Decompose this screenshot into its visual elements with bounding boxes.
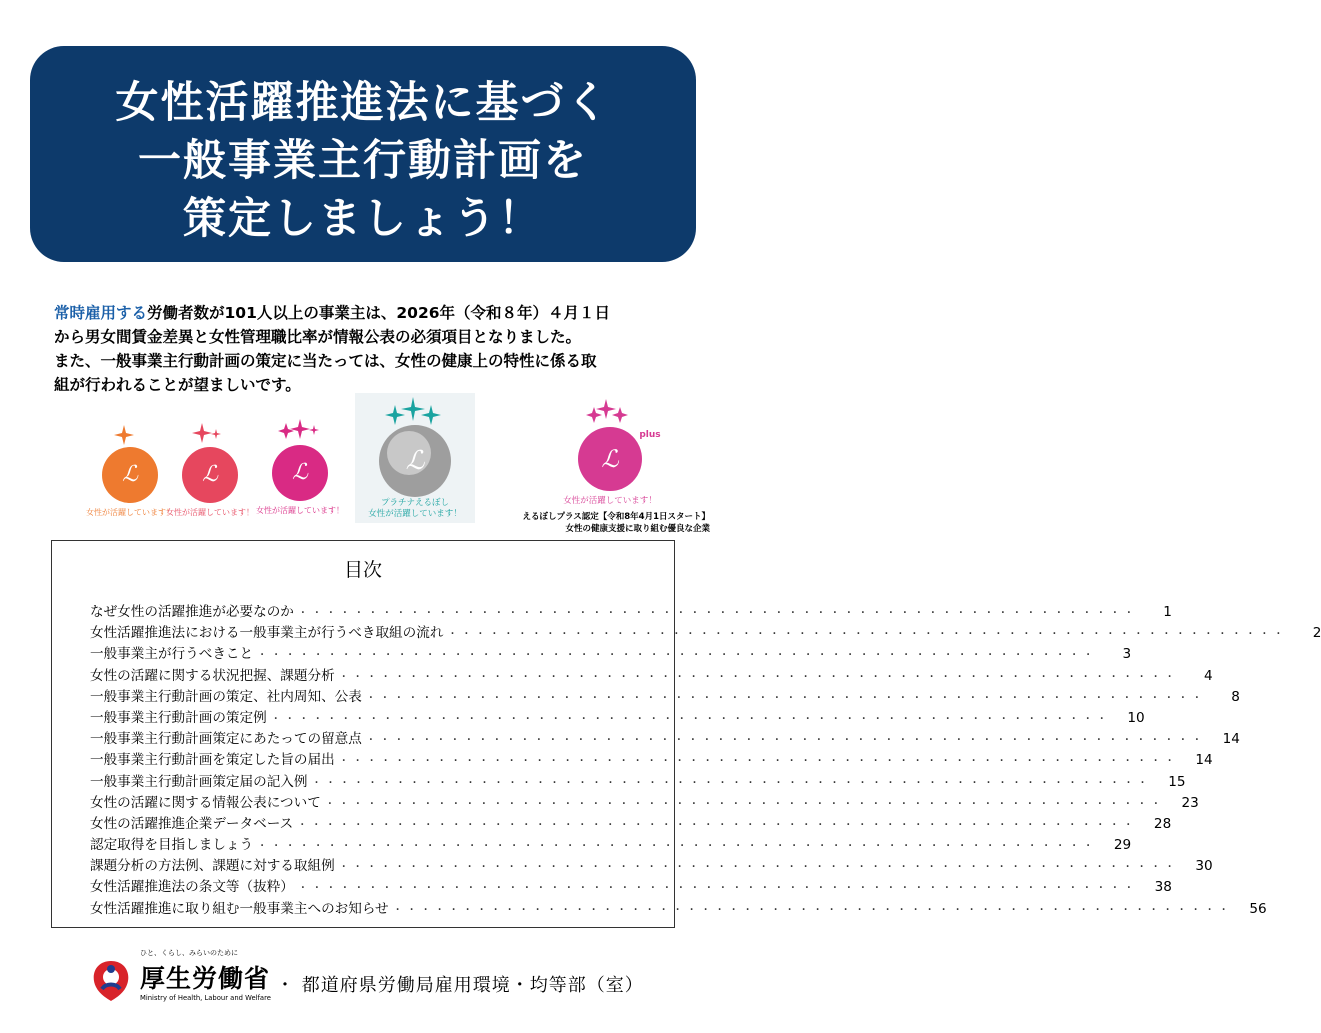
toc-item <box>90 664 1213 685</box>
toc-item-page: 2 <box>1312 625 1321 642</box>
toc-title: 目次 <box>343 559 382 581</box>
title-line-3: 策定しましょう！ <box>183 194 543 244</box>
toc-item-page: 23 <box>1181 794 1199 811</box>
toc-dot-leader: ・・・・・・・・・・・・・・・・・・・・・・・・・・・・・・・・・・・・・・・・・・・・・・・・・・・・・・・・・・・・ <box>270 713 1111 725</box>
toc-item-page: 28 <box>1153 815 1172 832</box>
toc-dot-leader: ・・・・・・・・・・・・・・・・・・・・・・・・・・・・・・・・・・・・・・・・・・・・・・・・・・・・・・・・・・・・ <box>338 862 1179 874</box>
toc-dot-leader: ・・・・・・・・・・・・・・・・・・・・・・・・・・・・・・・・・・・・・・・・・・・・・・・・・・・・・・・・・・・・ <box>297 608 1138 619</box>
svg-text:女性が活躍しています！: 女性が活躍しています！ <box>368 509 462 519</box>
eruboshi-pink-logo <box>256 415 344 520</box>
toc-item-page: 14 <box>1195 752 1213 769</box>
toc-item-page: 56 <box>1249 900 1267 917</box>
toc-item-page: 10 <box>1127 709 1145 726</box>
platinum-eruboshi-logo <box>355 393 475 523</box>
toc-dot-leader: ・・・・・・・・・・・・・・・・・・・・・・・・・・・・・・・・・・・・・・・・・・・・・・・・・・・・・・・・・・・・ <box>311 777 1152 789</box>
toc-item <box>90 812 1172 833</box>
toc-item <box>90 748 1213 769</box>
eruboshi-plus-logo <box>560 395 670 507</box>
plus-caption-line-1: えるぼしプラス認定【令和8年4月1日スタート】 <box>522 512 710 522</box>
toc-dot-leader: ・・・・・・・・・・・・・・・・・・・・・・・・・・・・・・・・・・・・・・・・・・・・・・・・・・・・・・・・・・・・ <box>297 819 1138 831</box>
toc-item <box>90 600 1172 621</box>
toc-item-page: 3 <box>1122 646 1132 663</box>
toc-list <box>90 600 1321 918</box>
intro-line-3: また、一般事業主行動計画の策定に当たっては、女性の健康上の特性に係る取 <box>54 352 597 370</box>
toc-item <box>90 727 1240 748</box>
svg-text:ℒ: ℒ <box>122 462 138 487</box>
toc-item-label: 女性の活躍に関する状況把握、課題分析 <box>90 667 335 684</box>
toc-item-page: 14 <box>1222 731 1240 748</box>
mhlw-name-en: Ministry of Health, Labour and Welfare <box>140 994 271 1002</box>
toc-item-page: 29 <box>1113 837 1132 854</box>
toc-item-label: 課題分析の方法例、課題に対する取組例 <box>90 858 335 875</box>
svg-text:女性が活躍しています！: 女性が活躍しています！ <box>86 508 174 517</box>
toc-item <box>90 642 1132 663</box>
svg-text:plus: plus <box>639 430 661 440</box>
toc-item <box>90 791 1199 812</box>
toc-dot-leader: ・・・・・・・・・・・・・・・・・・・・・・・・・・・・・・・・・・・・・・・・・・・・・・・・・・・・・・・・・・・・ <box>447 629 1288 641</box>
mhlw-tagline: ひと、くらし、みらいのために <box>140 949 238 957</box>
toc-item-label: 女性活躍推進法の条文等（抜粋） <box>90 879 294 896</box>
toc-dot-leader: ・・・・・・・・・・・・・・・・・・・・・・・・・・・・・・・・・・・・・・・・・・・・・・・・・・・・・・・・・・・・ <box>392 904 1233 916</box>
title-line-1: 女性活躍推進法に基づく <box>115 78 611 128</box>
toc-item <box>90 770 1186 791</box>
toc-item-label: 一般事業主行動計画策定届の記入例 <box>90 773 308 790</box>
toc-item-label: 認定取得を目指しましょう <box>90 837 254 854</box>
toc-dot-leader: ・・・・・・・・・・・・・・・・・・・・・・・・・・・・・・・・・・・・・・・・・・・・・・・・・・・・・・・・・・・・ <box>257 841 1098 853</box>
toc-item-label: 女性活躍推進法における一般事業主が行うべき取組の流れ <box>90 625 444 642</box>
toc-item-page: 38 <box>1154 879 1172 896</box>
toc-item-label: なぜ女性の活躍推進が必要なのか <box>90 604 294 620</box>
toc-dot-leader: ・・・・・・・・・・・・・・・・・・・・・・・・・・・・・・・・・・・・・・・・・・・・・・・・・・・・・・・・・・・・ <box>257 650 1098 662</box>
toc-item-page: 4 <box>1204 667 1213 684</box>
toc-item-page: 15 <box>1168 773 1186 790</box>
toc-item-label: 女性活躍推進に取り組む一般事業主へのお知らせ <box>90 900 389 917</box>
eruboshi-orange-logo <box>86 417 174 522</box>
toc-item <box>90 875 1172 896</box>
toc-item <box>90 621 1321 642</box>
toc-item-label: 女性の活躍に関する情報公表について <box>90 794 321 811</box>
footer-office-text: ・ 都道府県労働局雇用環境・均等部（室） <box>276 975 644 996</box>
toc-item <box>90 897 1267 918</box>
toc-dot-leader: ・・・・・・・・・・・・・・・・・・・・・・・・・・・・・・・・・・・・・・・・・・・・・・・・・・・・・・・・・・・・ <box>338 671 1179 683</box>
footer <box>88 945 688 1015</box>
svg-text:ℒ: ℒ <box>292 460 308 485</box>
intro-paragraph <box>54 301 684 397</box>
toc-item <box>90 685 1240 706</box>
toc-dot-leader: ・・・・・・・・・・・・・・・・・・・・・・・・・・・・・・・・・・・・・・・・・・・・・・・・・・・・・・・・・・・・ <box>365 735 1206 747</box>
plus-caption <box>470 511 710 535</box>
eruboshi-red-logo <box>166 417 254 522</box>
toc-item-label: 女性の活躍推進企業データベース <box>90 815 294 832</box>
toc-dot-leader: ・・・・・・・・・・・・・・・・・・・・・・・・・・・・・・・・・・・・・・・・・・・・・・・・・・・・・・・・・・・・ <box>365 692 1206 704</box>
toc-item <box>90 706 1145 727</box>
svg-text:女性が活躍しています！: 女性が活躍しています！ <box>563 496 657 506</box>
svg-text:ℒ: ℒ <box>202 462 218 487</box>
toc-item-page: 30 <box>1195 858 1213 875</box>
toc-item-label: 一般事業主行動計画の策定例 <box>90 709 267 726</box>
toc-item-label: 一般事業主行動計画策定にあたっての留意点 <box>90 731 362 748</box>
mhlw-logo-icon <box>88 955 134 1003</box>
mhlw-name: 厚生労働省 <box>140 964 271 993</box>
toc-item-label: 一般事業主行動計画の策定、社内周知、公表 <box>90 688 362 705</box>
svg-text:プラチナえるぼし: プラチナえるぼし <box>380 498 450 508</box>
toc-dot-leader: ・・・・・・・・・・・・・・・・・・・・・・・・・・・・・・・・・・・・・・・・・・・・・・・・・・・・・・・・・・・・ <box>338 756 1179 768</box>
intro-line-1: 労働者数が101人以上の事業主は、2026年（令和８年）４月１日 <box>147 304 611 322</box>
toc-item-label: 一般事業主行動計画を策定した旨の届出 <box>90 752 335 769</box>
toc-dot-leader: ・・・・・・・・・・・・・・・・・・・・・・・・・・・・・・・・・・・・・・・・・・・・・・・・・・・・・・・・・・・・ <box>297 883 1138 895</box>
svg-text:ℒ: ℒ <box>405 446 425 476</box>
plus-caption-line-2: 女性の健康支援に取り組む優良な企業 <box>565 524 710 534</box>
table-of-contents <box>51 540 1321 928</box>
svg-text:ℒ: ℒ <box>601 445 619 473</box>
intro-line-4: 組が行われることが望ましいです。 <box>54 376 301 394</box>
toc-item-page: 8 <box>1231 688 1240 705</box>
svg-text:女性が活躍しています！: 女性が活躍しています！ <box>256 506 344 515</box>
toc-dot-leader: ・・・・・・・・・・・・・・・・・・・・・・・・・・・・・・・・・・・・・・・・・・・・・・・・・・・・・・・・・・・・ <box>324 798 1165 810</box>
toc-item <box>90 854 1213 875</box>
toc-item <box>90 833 1132 854</box>
intro-line-2: から男女間賃金差異と女性管理職比率が情報公表の必須項目となりました。 <box>54 328 582 346</box>
toc-item-label: 一般事業主が行うべきこと <box>90 646 254 663</box>
title-line-2: 一般事業主行動計画を <box>138 136 588 186</box>
toc-item-page: 1 <box>1163 604 1172 620</box>
intro-highlight: 常時雇用する <box>54 304 148 322</box>
svg-text:女性が活躍しています！: 女性が活躍しています！ <box>166 508 254 517</box>
title-banner <box>30 46 696 262</box>
